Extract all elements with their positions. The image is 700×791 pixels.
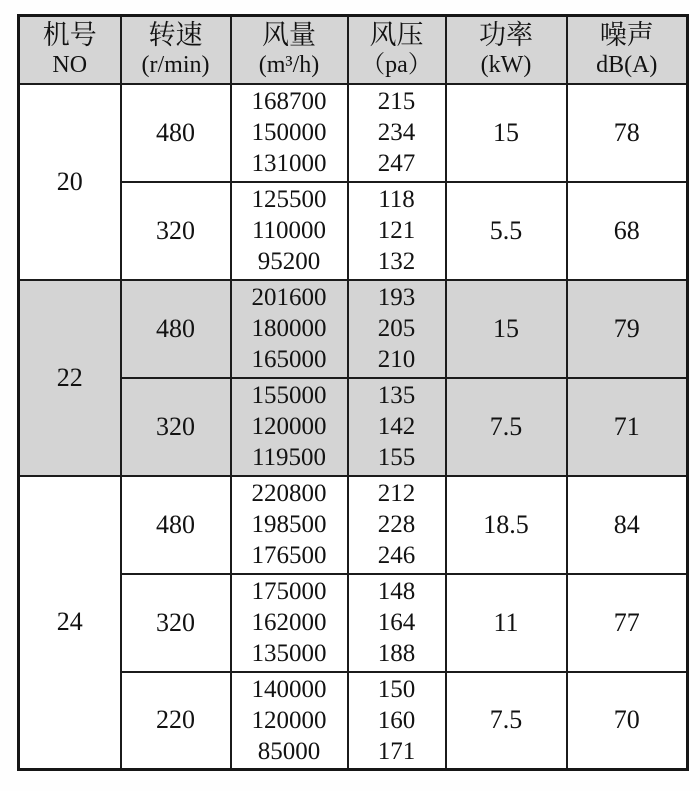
pressure-value: 215	[377, 88, 416, 115]
airflow-value: 140000	[251, 675, 327, 703]
power-cell: 7.5	[446, 672, 567, 770]
airflow-cell	[231, 280, 348, 378]
pressure-value: 188	[377, 640, 416, 667]
col-header-line1: 转速	[148, 19, 203, 50]
airflow-value: 175000	[251, 578, 327, 605]
airflow-cell	[231, 378, 348, 476]
pressure-value: 234	[377, 119, 416, 146]
pressure-value: 228	[377, 511, 416, 538]
pressure-value: 164	[377, 609, 416, 636]
col-header-line2: dB(A)	[596, 51, 658, 78]
pressure-cell	[348, 84, 446, 182]
airflow-value: 119500	[251, 444, 327, 471]
speed-cell: 480	[121, 476, 231, 574]
col-header-line1: 噪声	[599, 19, 654, 50]
pressure-value: 212	[377, 480, 416, 507]
pressure-cell	[348, 574, 446, 672]
airflow-value: 150000	[251, 119, 327, 146]
pressure-value: 142	[377, 413, 416, 440]
machine-no-cell: 22	[19, 280, 121, 476]
pressure-cell	[348, 182, 446, 280]
noise-cell: 84	[567, 476, 688, 574]
power-cell: 11	[446, 574, 567, 672]
airflow-cell	[231, 476, 348, 574]
airflow-cell	[231, 182, 348, 280]
col-header-line2: NO	[52, 51, 88, 78]
power-cell: 18.5	[446, 476, 567, 574]
power-cell: 5.5	[446, 182, 567, 280]
airflow-value: 198500	[251, 511, 327, 538]
pressure-cell	[348, 280, 446, 378]
airflow-value: 165000	[251, 346, 327, 373]
col-header-machine-no	[19, 16, 121, 84]
airflow-value: 180000	[251, 315, 327, 342]
pressure-cell	[348, 378, 446, 476]
machine-no-cell: 24	[19, 476, 121, 770]
fan-spec-table	[17, 14, 689, 771]
pressure-cell	[348, 672, 446, 770]
power-cell: 7.5	[446, 378, 567, 476]
speed-cell: 320	[121, 378, 231, 476]
pressure-value: 246	[377, 542, 416, 569]
pressure-value: 205	[377, 315, 416, 342]
airflow-value: 110000	[251, 217, 327, 244]
col-header-line2: （pa）	[361, 51, 432, 78]
machine-no-cell: 20	[19, 84, 121, 280]
pressure-value: 150	[377, 675, 416, 703]
pressure-value: 210	[377, 346, 416, 373]
pressure-value: 132	[377, 248, 416, 275]
airflow-value: 131000	[251, 150, 327, 177]
table-row	[19, 84, 688, 182]
pressure-value: 193	[377, 284, 416, 311]
airflow-value: 120000	[251, 413, 327, 440]
airflow-value: 125500	[251, 186, 327, 213]
noise-cell: 71	[567, 378, 688, 476]
speed-cell: 220	[121, 672, 231, 770]
col-header-line1: 功率	[479, 19, 533, 50]
table-row	[19, 476, 688, 574]
col-header-line1: 风压	[369, 19, 424, 50]
col-header-power	[446, 16, 567, 84]
noise-cell: 79	[567, 280, 688, 378]
pressure-value: 121	[377, 217, 416, 244]
airflow-value: 135000	[251, 640, 327, 667]
pressure-value: 171	[377, 737, 416, 765]
noise-cell: 78	[567, 84, 688, 182]
power-cell: 15	[446, 84, 567, 182]
power-cell: 15	[446, 280, 567, 378]
airflow-value: 155000	[251, 382, 327, 409]
pressure-cell	[348, 476, 446, 574]
pressure-value: 148	[377, 578, 416, 605]
pressure-value: 118	[378, 186, 415, 213]
col-header-noise	[567, 16, 688, 84]
header-row	[19, 16, 688, 84]
col-header-speed	[121, 16, 231, 84]
col-header-airflow	[231, 16, 348, 84]
pressure-value: 247	[377, 150, 416, 177]
airflow-cell	[231, 574, 348, 672]
col-header-pressure	[348, 16, 446, 84]
airflow-cell	[231, 672, 348, 770]
airflow-value: 162000	[251, 609, 327, 636]
speed-cell: 320	[121, 574, 231, 672]
pressure-value: 155	[377, 444, 416, 471]
col-header-line1: 机号	[42, 19, 97, 50]
speed-cell: 480	[121, 84, 231, 182]
pressure-value: 160	[377, 706, 416, 734]
speed-cell: 480	[121, 280, 231, 378]
noise-cell: 77	[567, 574, 688, 672]
col-header-line2: (m³/h)	[258, 51, 320, 78]
airflow-value: 120000	[251, 706, 327, 734]
noise-cell: 70	[567, 672, 688, 770]
col-header-line2: (kW)	[480, 51, 532, 78]
table-row	[19, 280, 688, 378]
speed-cell: 320	[121, 182, 231, 280]
noise-cell: 68	[567, 182, 688, 280]
airflow-value: 95200	[257, 248, 321, 275]
airflow-value: 220800	[251, 480, 327, 507]
airflow-value: 168700	[251, 88, 327, 115]
airflow-value: 85000	[257, 737, 321, 765]
airflow-cell	[231, 84, 348, 182]
airflow-value: 201600	[251, 284, 327, 311]
col-header-line1: 风量	[262, 19, 316, 50]
pressure-value: 135	[377, 382, 416, 409]
airflow-value: 176500	[251, 542, 327, 569]
col-header-line2: (r/min)	[141, 51, 210, 78]
